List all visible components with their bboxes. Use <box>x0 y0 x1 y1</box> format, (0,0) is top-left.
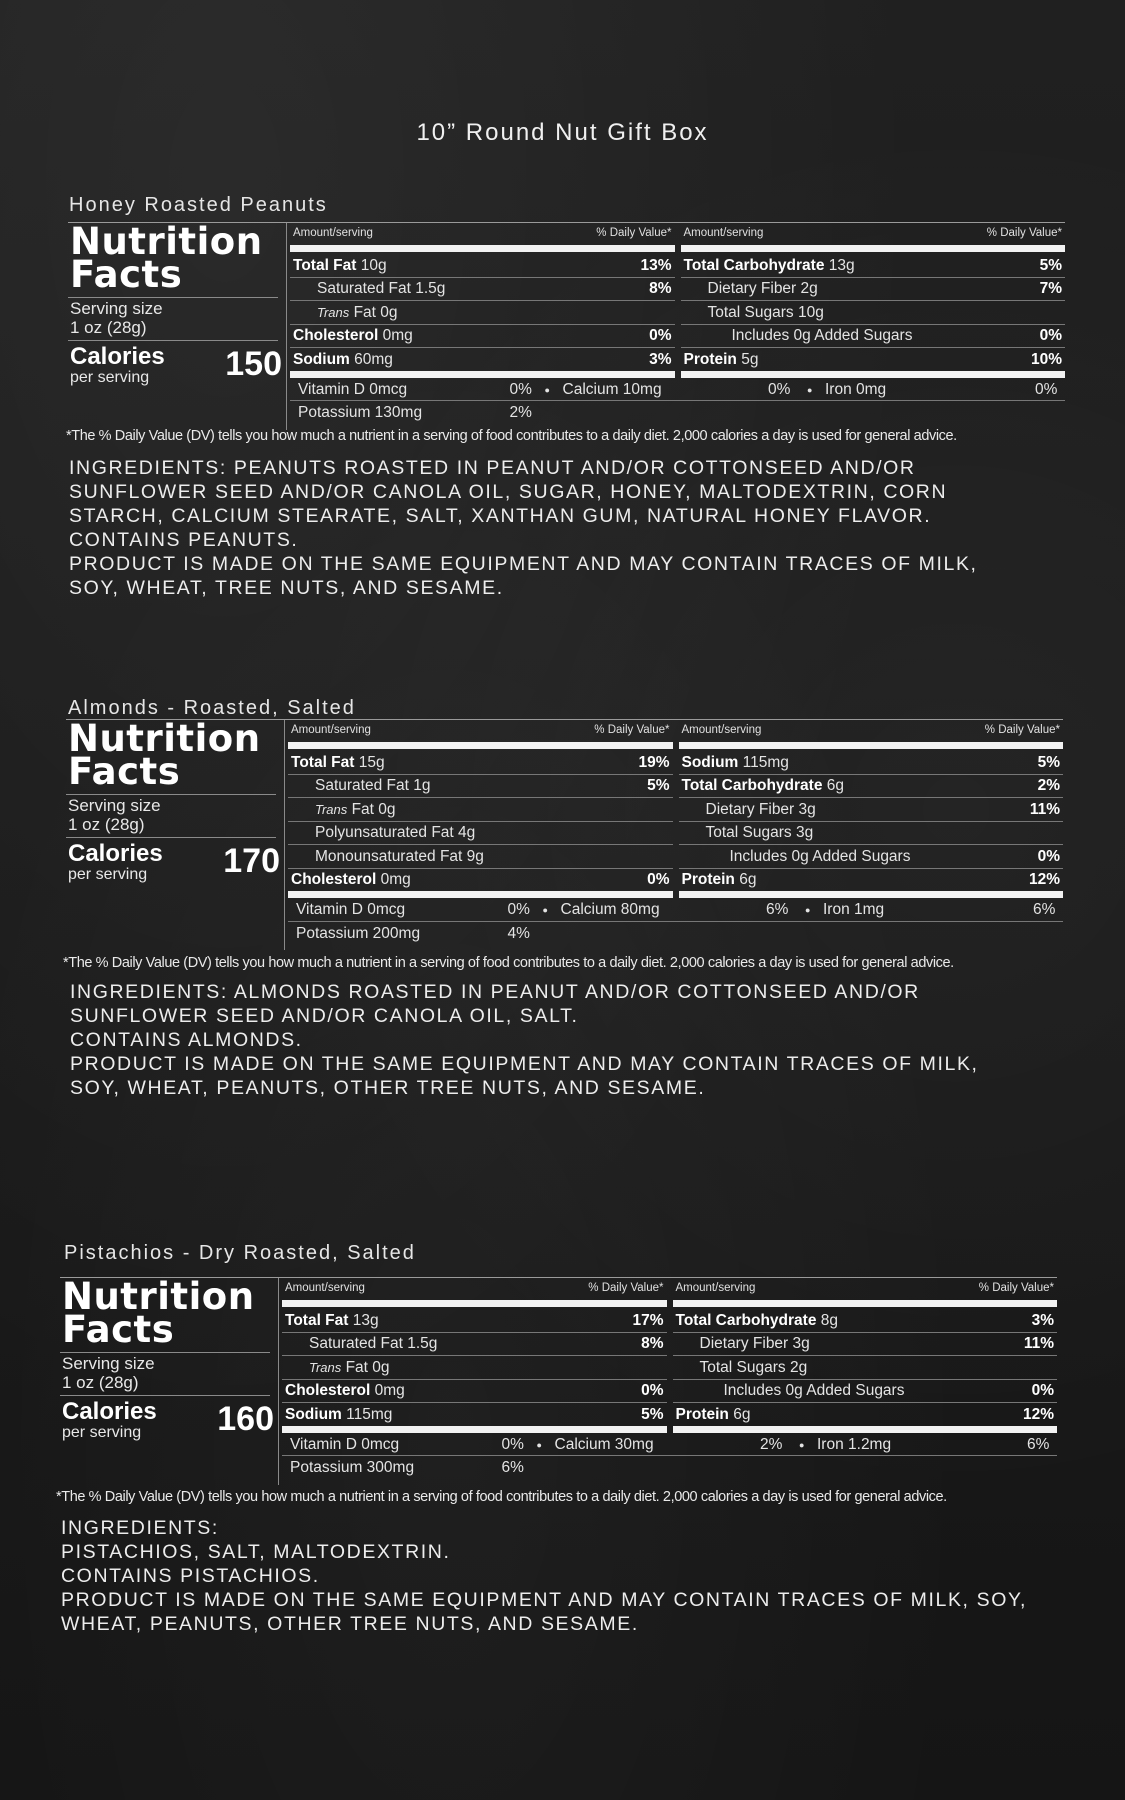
nutrient-name <box>708 280 818 298</box>
calories-label: Calories <box>62 1398 157 1425</box>
column-header <box>673 1282 1058 1298</box>
daily-value-percent: 10% <box>1030 350 1062 368</box>
amount-serving-label: Amount/serving <box>285 1282 365 1294</box>
nutrient-label: Protein <box>681 871 735 888</box>
vitamin-percent: 0% <box>509 381 532 398</box>
nutrient-row <box>681 348 1066 372</box>
nutrient-row <box>282 1379 667 1403</box>
nutrient-amount: 6g <box>728 1405 751 1423</box>
daily-value-percent: 8% <box>649 280 672 298</box>
nutrient-name <box>700 1359 808 1377</box>
nutrient-amount: Polyunsaturated Fat 4g <box>315 824 476 842</box>
daily-value-percent: 2% <box>1037 777 1060 795</box>
nutrient-amount: Saturated Fat 1.5g <box>309 1335 438 1353</box>
nutrient-row <box>282 1332 667 1356</box>
nutrient-row <box>673 1379 1058 1403</box>
serving-size-label: Serving size <box>62 1354 155 1373</box>
nutrient-name <box>285 1312 379 1330</box>
nutrient-amount: Total Sugars 2g <box>699 1358 808 1376</box>
nutrient-label: Cholesterol <box>293 327 379 345</box>
vitamins-row <box>66 898 1063 921</box>
nutrient-name <box>315 801 396 819</box>
serving-size-label: Serving size <box>68 796 161 815</box>
vitamin-amount: Calcium 10mg <box>562 381 662 398</box>
nutrient-name <box>708 304 824 322</box>
vitamins-row <box>68 401 1065 424</box>
daily-value-percent: 0% <box>1037 847 1060 865</box>
amount-serving-label: Amount/serving <box>675 1282 756 1294</box>
nutrient-name <box>706 824 814 842</box>
product-name: Honey Roasted Peanuts <box>69 194 328 216</box>
daily-value-label: % Daily Value* <box>978 1282 1054 1294</box>
vitamins-row <box>60 1456 1057 1479</box>
calories-per-serving-label: per serving <box>70 369 150 386</box>
divider <box>66 837 276 838</box>
calories-per-serving-label: per serving <box>68 866 148 883</box>
vitamin-amount: Vitamin D 0mcg <box>298 381 408 398</box>
daily-value-footnote: *The % Daily Value (DV) tells you how much a nutrient in a serving of food contributes to a daily diet. 2,000 calories a day is used for general advice. <box>56 1489 947 1505</box>
nutrition-facts-title-line-2: Facts <box>70 253 183 296</box>
nutrient-label: Total Fat <box>291 754 355 771</box>
nutrient-name <box>291 754 385 772</box>
vitamins-row <box>68 378 1065 401</box>
nutrient-name <box>700 1335 810 1353</box>
vitamin-amount: Iron 0mg <box>825 381 887 398</box>
daily-value-percent: 5% <box>1039 257 1062 274</box>
nutrition-facts-panel <box>66 719 1063 952</box>
vitamin-percent: 0% <box>768 381 791 398</box>
calories-per-serving-label: per serving <box>62 1424 142 1441</box>
daily-value-percent: 0% <box>649 327 672 345</box>
nutrient-row <box>679 751 1064 775</box>
nutrient-name <box>682 754 789 772</box>
vitamin-percent: 6% <box>501 1459 524 1477</box>
daily-value-percent: 12% <box>1028 871 1060 888</box>
nutrient-row <box>288 798 673 822</box>
daily-value-label: % Daily Value* <box>594 724 670 736</box>
nutrient-row <box>290 348 675 372</box>
nutrient-amount: 8g <box>816 1312 839 1329</box>
nutrient-amount: Total Sugars 10g <box>707 303 824 321</box>
serving-size-value: 1 oz (28g) <box>68 815 145 834</box>
daily-value-percent: 0% <box>1039 327 1062 345</box>
daily-value-percent: 12% <box>1022 1405 1054 1423</box>
column-header <box>681 227 1066 243</box>
amount-serving-label: Amount/serving <box>681 724 762 736</box>
daily-value-percent: 19% <box>638 754 670 771</box>
nutrient-label: Sodium <box>285 1405 342 1423</box>
divider <box>60 1395 270 1396</box>
nutrient-name <box>724 1382 905 1400</box>
nutrient-amount: Fat 0g <box>347 800 396 818</box>
nutrient-name <box>293 327 413 345</box>
nutrient-amount: Saturated Fat 1.5g <box>317 280 446 298</box>
daily-value-footnote: *The % Daily Value (DV) tells you how much a nutrient in a serving of food contributes to a daily diet. 2,000 calories a day is used for general advice. <box>63 955 954 971</box>
calories-value: 160 <box>217 1400 274 1438</box>
bullet-separator: ● <box>544 385 550 395</box>
nutrient-row <box>290 277 675 301</box>
divider <box>66 794 276 795</box>
nutrient-row <box>673 1309 1058 1333</box>
bullet-separator: ● <box>542 905 548 916</box>
bullet-separator: ● <box>805 905 811 916</box>
nutrient-row <box>679 845 1064 869</box>
nutrition-facts-title <box>62 1275 255 1351</box>
ingredients-line: SUNFLOWER SEED AND/OR CANOLA OIL, SALT. <box>70 1005 579 1027</box>
thick-rule <box>288 891 673 898</box>
column-header <box>290 227 675 243</box>
nutrient-name <box>676 1406 751 1424</box>
serving-size-label: Serving size <box>70 299 163 318</box>
nutrient-name <box>317 280 445 298</box>
nutrient-name <box>706 801 816 819</box>
daily-value-label: % Daily Value* <box>588 1282 664 1294</box>
nutrition-facts-title <box>70 220 263 296</box>
nutrition-facts-title-line-1: Nutrition <box>68 717 261 760</box>
nutrient-row <box>679 821 1064 845</box>
column-header <box>282 1282 667 1298</box>
vitamin-amount: Potassium 300mg <box>290 1459 415 1477</box>
ingredients-text <box>61 1516 1027 1636</box>
daily-value-percent: 17% <box>632 1312 664 1329</box>
nutrition-facts-title-line-1: Nutrition <box>62 1275 255 1318</box>
nutrient-row <box>673 1332 1058 1356</box>
nutrient-name <box>315 777 430 795</box>
daily-value-percent: 3% <box>1031 1312 1054 1329</box>
nutrition-facts-panel <box>68 222 1065 432</box>
daily-value-percent: 11% <box>1023 1335 1054 1353</box>
nutrient-name <box>676 1312 839 1330</box>
ingredients-line: INGREDIENTS: ALMONDS ROASTED IN PEANUT AND/OR COTTONSEED AND/OR <box>70 981 920 1003</box>
nutrient-amount: Fat 0g <box>349 303 398 321</box>
nutrient-amount: Monounsaturated Fat 9g <box>315 847 484 865</box>
nutrient-amount: 10g <box>356 257 387 274</box>
ingredients-line: WHEAT, PEANUTS, OTHER TREE NUTS, AND SESAME. <box>61 1613 639 1635</box>
ingredients-line: CONTAINS ALMONDS. <box>70 1029 303 1051</box>
nutrient-amount: 115mg <box>341 1405 393 1423</box>
product-name: Pistachios - Dry Roasted, Salted <box>64 1242 416 1264</box>
nutrient-amount: Fat 0g <box>341 1358 390 1376</box>
nutrient-amount: 5g <box>736 350 759 368</box>
daily-value-percent: 11% <box>1029 800 1060 818</box>
daily-value-label: % Daily Value* <box>596 227 672 239</box>
vitamin-percent: 4% <box>507 924 530 942</box>
nutrient-amount: 13g <box>348 1312 379 1329</box>
daily-value-percent: 3% <box>649 350 672 368</box>
thick-rule <box>673 1300 1058 1307</box>
nutrition-facts-title <box>68 717 261 793</box>
vitamin-amount: Calcium 80mg <box>560 901 660 919</box>
nutrient-name <box>309 1359 390 1377</box>
nutrient-row <box>679 798 1064 822</box>
nutrient-amount: Includes 0g Added Sugars <box>723 1382 905 1400</box>
nutrient-row <box>681 277 1066 301</box>
nutrient-amount: 15g <box>354 754 385 771</box>
nutrient-label: Total Carbohydrate <box>683 257 825 274</box>
vitamin-percent: 6% <box>1027 1436 1050 1453</box>
nutrient-label-italic: Trans <box>315 801 348 817</box>
bullet-separator: ● <box>799 1440 805 1450</box>
nutrient-label: Total Fat <box>285 1312 349 1329</box>
serving-size-value: 1 oz (28g) <box>62 1373 139 1392</box>
nutrient-row <box>290 301 675 325</box>
ingredients-line: INGREDIENTS: PEANUTS ROASTED IN PEANUT AND/OR COTTONSEED AND/OR <box>69 457 916 479</box>
nutrient-row <box>282 1309 667 1333</box>
nutrient-name <box>293 257 387 275</box>
nutrient-amount: Dietary Fiber 2g <box>707 280 818 298</box>
nutrient-amount: Dietary Fiber 3g <box>699 1335 810 1353</box>
nutrient-label: Sodium <box>293 350 350 368</box>
nutrient-name <box>684 351 759 369</box>
nutrient-row <box>288 821 673 845</box>
daily-value-percent: 0% <box>641 1382 664 1400</box>
nutrient-name <box>309 1335 437 1353</box>
nutrient-row <box>290 324 675 348</box>
thick-rule <box>673 1426 1058 1433</box>
nutrient-name <box>285 1382 405 1400</box>
vitamin-amount: Iron 1mg <box>823 901 885 919</box>
vitamin-amount: Calcium 30mg <box>554 1436 654 1453</box>
nutrient-name <box>682 871 757 889</box>
vitamin-percent: 2% <box>760 1436 783 1453</box>
nutrient-row <box>681 254 1066 278</box>
nutrient-name <box>291 871 411 889</box>
nutrient-amount: Total Sugars 3g <box>705 824 814 842</box>
ingredients-line: STARCH, CALCIUM STEARATE, SALT, XANTHAN GUM, NATURAL HONEY FLAVOR. <box>69 505 932 527</box>
thick-rule <box>282 1426 667 1433</box>
divider <box>68 340 278 341</box>
nutrient-amount: 0mg <box>376 871 411 888</box>
nutrient-name <box>293 351 393 369</box>
calories-label: Calories <box>70 343 165 370</box>
thick-rule <box>288 742 673 749</box>
nutrient-label: Protein <box>683 350 737 368</box>
ingredients-line: INGREDIENTS: <box>61 1517 219 1539</box>
thick-rule <box>681 245 1066 252</box>
vitamin-amount: Vitamin D 0mcg <box>296 901 406 919</box>
ingredients-line: SUNFLOWER SEED AND/OR CANOLA OIL, SUGAR, HONEY, MALTODEXTRIN, CORN <box>69 481 948 503</box>
ingredients-line: CONTAINS PEANUTS. <box>69 529 299 551</box>
vitamins-row <box>66 922 1063 945</box>
vitamin-percent: 0% <box>1035 381 1058 398</box>
bullet-separator: ● <box>807 385 813 395</box>
nutrient-amount: Saturated Fat 1g <box>315 777 431 795</box>
daily-value-percent: 7% <box>1039 280 1062 298</box>
nutrient-name <box>732 327 913 345</box>
nutrient-label: Total Carbohydrate <box>681 777 823 795</box>
nutrient-amount: 6g <box>734 871 757 888</box>
nutrient-label: Cholesterol <box>291 871 377 888</box>
calories-value: 170 <box>223 842 280 880</box>
nutrient-amount: 0mg <box>370 1382 405 1400</box>
bullet-separator: ● <box>536 1440 542 1450</box>
vitamin-amount: Vitamin D 0mcg <box>290 1436 400 1453</box>
nutrition-facts-title-line-1: Nutrition <box>70 220 263 263</box>
nutrient-label-italic: Trans <box>309 1359 342 1375</box>
nutrient-label: Total Carbohydrate <box>675 1312 817 1329</box>
nutrient-row <box>290 254 675 278</box>
nutrient-name <box>682 777 845 795</box>
ingredients-text <box>69 456 978 600</box>
thick-rule <box>290 371 675 378</box>
vitamin-percent: 0% <box>501 1436 524 1453</box>
nutrient-row <box>282 1403 667 1427</box>
nutrient-row <box>282 1356 667 1380</box>
ingredients-line: PISTACHIOS, SALT, MALTODEXTRIN. <box>61 1541 451 1563</box>
nutrient-row <box>288 751 673 775</box>
vitamins-row <box>60 1433 1057 1456</box>
ingredients-line: SOY, WHEAT, TREE NUTS, AND SESAME. <box>69 577 504 599</box>
amount-serving-label: Amount/serving <box>293 227 373 239</box>
nutrient-row <box>288 845 673 869</box>
nutrient-row <box>679 868 1064 892</box>
nutrient-name <box>315 848 484 866</box>
nutrient-amount: Includes 0g Added Sugars <box>731 327 913 345</box>
daily-value-label: % Daily Value* <box>984 724 1060 736</box>
nutrient-row <box>681 324 1066 348</box>
nutrient-amount: 60mg <box>349 350 393 368</box>
nutrient-name <box>315 824 475 842</box>
nutrient-name <box>285 1406 392 1424</box>
nutrient-amount: Includes 0g Added Sugars <box>729 847 911 865</box>
product-name: Almonds - Roasted, Salted <box>68 697 356 719</box>
column-header <box>288 724 673 740</box>
thick-rule <box>290 245 675 252</box>
nutrient-label: Cholesterol <box>285 1382 371 1400</box>
nutrient-amount: 6g <box>822 777 845 795</box>
nutrient-amount: Dietary Fiber 3g <box>705 800 816 818</box>
nutrition-facts-panel <box>60 1277 1057 1487</box>
vitamin-percent: 0% <box>507 901 530 919</box>
vitamin-amount: Potassium 130mg <box>298 404 423 422</box>
divider <box>60 1352 270 1353</box>
nutrient-label-italic: Trans <box>317 304 350 320</box>
nutrition-facts-title-line-2: Facts <box>68 750 181 793</box>
nutrient-amount: 115mg <box>738 754 789 771</box>
daily-value-label: % Daily Value* <box>986 227 1062 239</box>
serving-size-value: 1 oz (28g) <box>70 318 147 337</box>
page-title: 10” Round Nut Gift Box <box>416 119 709 146</box>
nutrient-label: Total Fat <box>293 257 357 274</box>
divider <box>68 297 278 298</box>
nutrient-row <box>681 301 1066 325</box>
daily-value-percent: 5% <box>1037 754 1060 771</box>
thick-rule <box>679 742 1064 749</box>
ingredients-line: PRODUCT IS MADE ON THE SAME EQUIPMENT AND MAY CONTAIN TRACES OF MILK, SOY, <box>61 1589 1028 1611</box>
thick-rule <box>282 1300 667 1307</box>
thick-rule <box>679 891 1064 898</box>
nutrient-amount: 0mg <box>378 327 413 345</box>
amount-serving-label: Amount/serving <box>291 724 371 736</box>
amount-serving-label: Amount/serving <box>683 227 764 239</box>
daily-value-percent: 5% <box>641 1405 664 1423</box>
ingredients-text <box>70 980 979 1100</box>
daily-value-percent: 0% <box>1031 1382 1054 1400</box>
ingredients-line: SOY, WHEAT, PEANUTS, OTHER TREE NUTS, AND SESAME. <box>70 1077 706 1099</box>
nutrition-facts-title-line-2: Facts <box>62 1308 175 1351</box>
calories-value: 150 <box>225 345 282 383</box>
nutrient-amount: 13g <box>824 257 855 274</box>
nutrient-name <box>730 848 911 866</box>
daily-value-percent: 13% <box>640 257 672 274</box>
nutrient-label: Sodium <box>681 754 739 771</box>
vitamin-percent: 6% <box>766 901 789 919</box>
column-header <box>679 724 1064 740</box>
daily-value-percent: 8% <box>641 1335 664 1353</box>
vitamin-amount: Potassium 200mg <box>296 924 421 942</box>
nutrient-row <box>288 774 673 798</box>
ingredients-line: PRODUCT IS MADE ON THE SAME EQUIPMENT AND MAY CONTAIN TRACES OF MILK, <box>69 553 978 575</box>
ingredients-line: PRODUCT IS MADE ON THE SAME EQUIPMENT AND MAY CONTAIN TRACES OF MILK, <box>70 1053 979 1075</box>
vitamin-percent: 6% <box>1033 901 1056 919</box>
thick-rule <box>681 371 1066 378</box>
daily-value-percent: 0% <box>647 871 670 888</box>
nutrient-row <box>673 1356 1058 1380</box>
daily-value-footnote: *The % Daily Value (DV) tells you how much a nutrient in a serving of food contributes to a daily diet. 2,000 calories a day is used for general advice. <box>66 428 957 444</box>
nutrient-row <box>673 1403 1058 1427</box>
nutrient-row <box>288 868 673 892</box>
vitamin-percent: 2% <box>509 404 532 422</box>
nutrient-name <box>317 304 398 322</box>
daily-value-percent: 5% <box>647 777 670 795</box>
nutrient-row <box>679 774 1064 798</box>
vitamin-amount: Iron 1.2mg <box>817 1436 892 1453</box>
nutrient-label: Protein <box>675 1405 729 1423</box>
ingredients-line: CONTAINS PISTACHIOS. <box>61 1565 320 1587</box>
calories-label: Calories <box>68 840 163 867</box>
nutrient-name <box>684 257 855 275</box>
